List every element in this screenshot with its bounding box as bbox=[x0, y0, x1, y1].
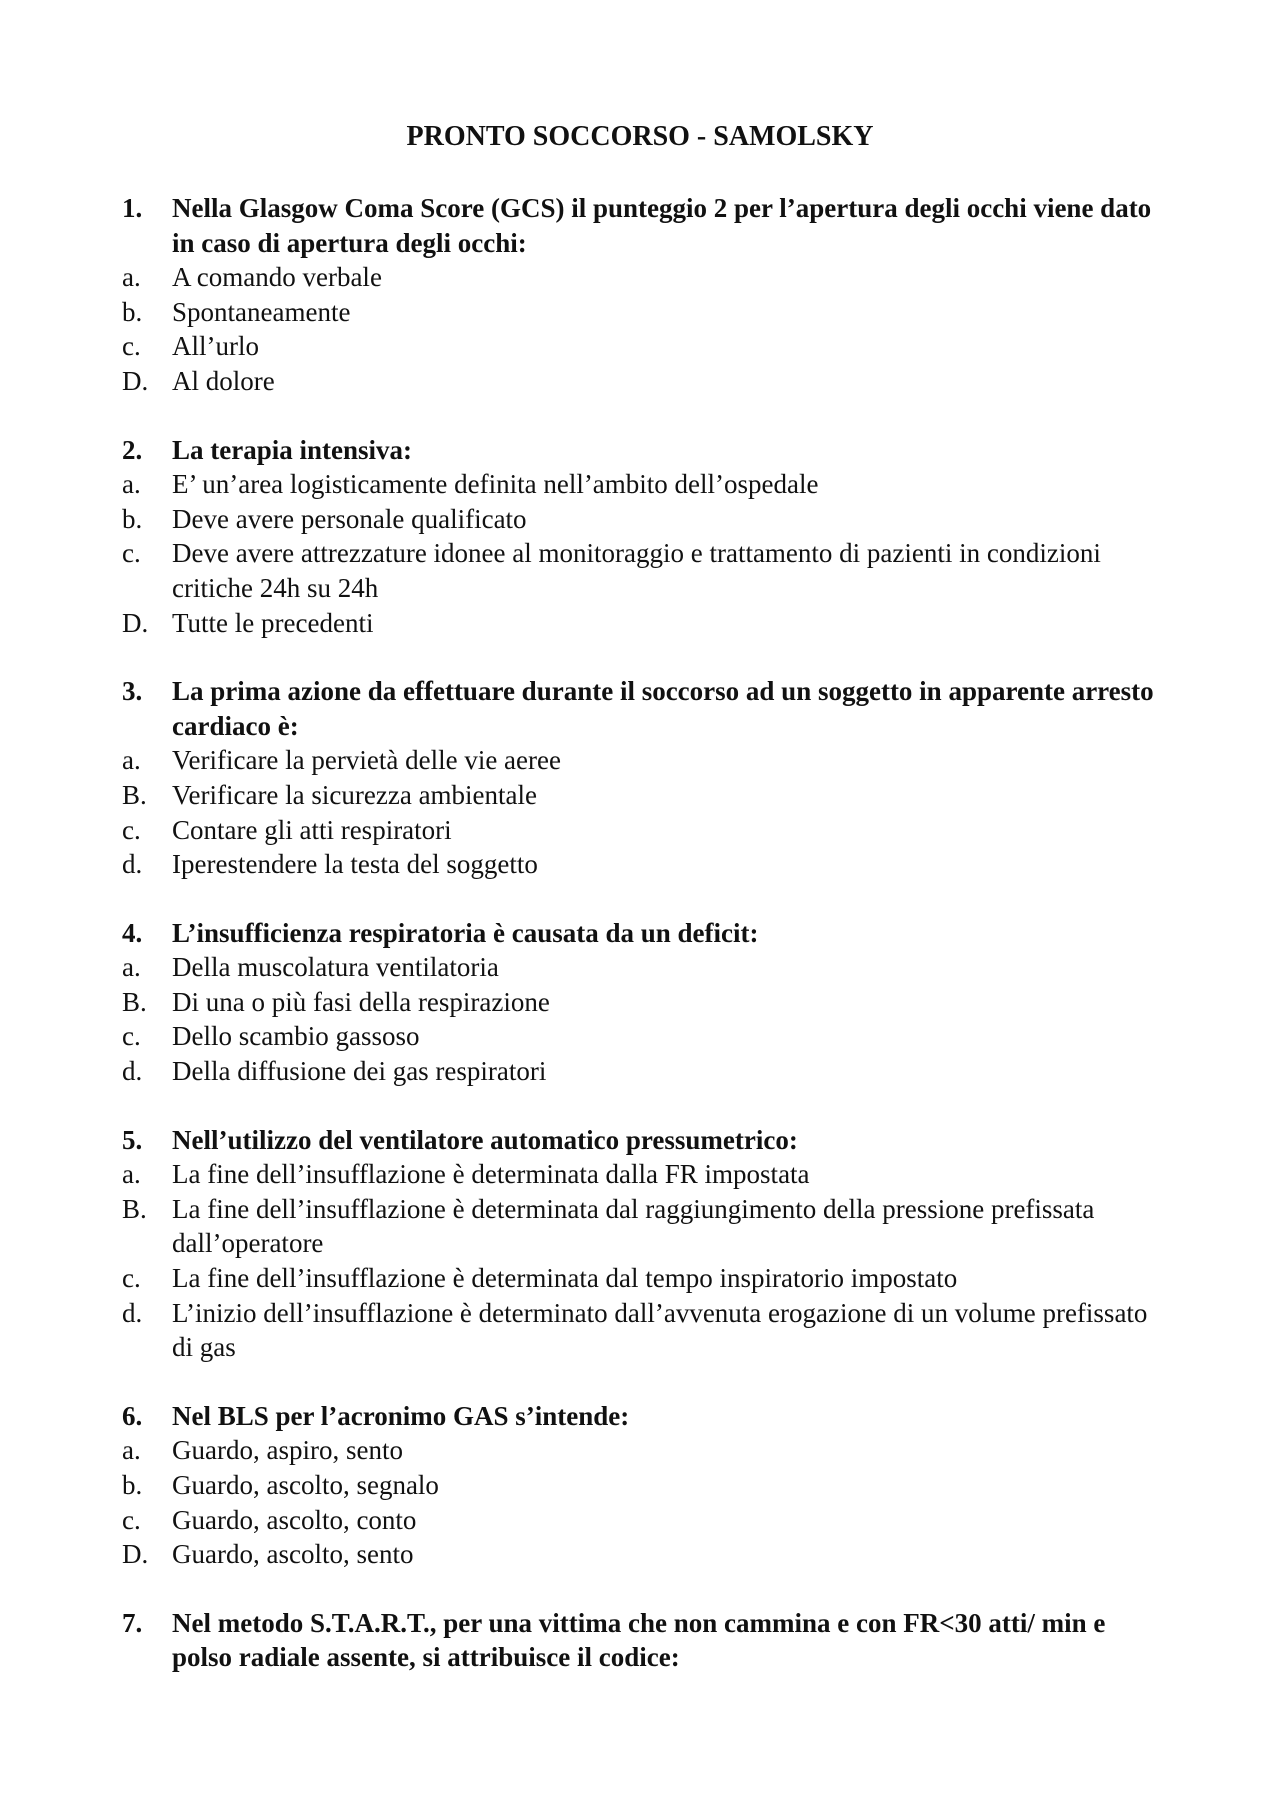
option-text: Guardo, ascolto, segnalo bbox=[172, 1470, 439, 1500]
option-text: Verificare la pervietà delle vie aeree bbox=[172, 745, 561, 776]
question-list bbox=[122, 191, 1162, 1709]
option-text: Guardo, ascolto, sento bbox=[172, 1539, 414, 1570]
question-stem bbox=[122, 191, 1162, 260]
answer-option bbox=[122, 950, 1162, 985]
option-label: c. bbox=[122, 538, 141, 569]
question-text: Nel metodo S.T.A.R.T., per una vittima che non cammina e con FR<30 atti/ min e polso radiale assente, si attribuisce il codice: bbox=[172, 1607, 1106, 1673]
option-label: a. bbox=[122, 1435, 141, 1466]
question-6 bbox=[122, 1399, 1162, 1572]
question-number: 7. bbox=[122, 1607, 143, 1638]
option-label: a. bbox=[122, 952, 141, 983]
option-label: a. bbox=[122, 469, 141, 500]
question-number: 6. bbox=[122, 1400, 143, 1431]
question-number: 2. bbox=[122, 434, 143, 465]
question-7 bbox=[122, 1606, 1162, 1675]
option-label: c. bbox=[122, 1504, 141, 1535]
option-text: Dello scambio gassoso bbox=[172, 1021, 420, 1052]
question-text: Nel BLS per l’acronimo GAS s’intende: bbox=[172, 1400, 630, 1431]
question-number: 1. bbox=[122, 193, 143, 223]
question-stem bbox=[122, 674, 1162, 743]
answer-option bbox=[122, 467, 1162, 502]
answer-option bbox=[122, 329, 1162, 364]
option-text: La fine dell’insufflazione è determinata dal raggiungimento della pressione prefissata dall’operatore bbox=[172, 1193, 1095, 1259]
question-text: Nell’utilizzo del ventilatore automatico pressumetrico: bbox=[172, 1124, 798, 1155]
option-label: D. bbox=[122, 1539, 149, 1570]
option-text: Della diffusione dei gas respiratori bbox=[172, 1056, 547, 1087]
option-label: a. bbox=[122, 1159, 141, 1190]
answer-option bbox=[122, 1157, 1162, 1192]
option-label: B. bbox=[122, 986, 147, 1017]
option-text: Iperestendere la testa del soggetto bbox=[172, 849, 538, 880]
option-label: d. bbox=[122, 849, 143, 880]
option-label: b. bbox=[122, 1470, 143, 1500]
page-title: PRONTO SOCCORSO - SAMOLSKY bbox=[406, 121, 874, 152]
option-text: Della muscolatura ventilatoria bbox=[172, 952, 499, 983]
question-number: 4. bbox=[122, 917, 143, 948]
answer-option bbox=[122, 295, 1162, 330]
option-text: Deve avere attrezzature idonee al monitoraggio e trattamento di pazienti in condizioni critiche 24h su 24h bbox=[172, 538, 1101, 603]
option-label: B. bbox=[122, 1193, 147, 1224]
answer-option bbox=[122, 606, 1162, 641]
option-text: Tutte le precedenti bbox=[172, 607, 374, 638]
question-5 bbox=[122, 1123, 1162, 1365]
option-text: Guardo, ascolto, conto bbox=[172, 1504, 417, 1535]
question-stem bbox=[122, 433, 1162, 468]
answer-option bbox=[122, 847, 1162, 882]
question-number: 3. bbox=[122, 676, 143, 707]
option-label: b. bbox=[122, 296, 143, 327]
answer-option bbox=[122, 1433, 1162, 1468]
answer-option bbox=[122, 778, 1162, 813]
option-text: Guardo, aspiro, sento bbox=[172, 1435, 403, 1466]
question-text: L’insufficienza respiratoria è causata da un deficit: bbox=[172, 917, 759, 948]
option-text: E’ un’area logisticamente definita nell’ambito dell’ospedale bbox=[172, 469, 819, 500]
question-text: La terapia intensiva: bbox=[172, 434, 412, 465]
option-text: Di una o più fasi della respirazione bbox=[172, 986, 550, 1017]
answer-option bbox=[122, 364, 1162, 399]
option-label: a. bbox=[122, 745, 141, 776]
option-label: b. bbox=[122, 503, 143, 534]
option-label: c. bbox=[122, 331, 141, 362]
option-text: All’urlo bbox=[172, 331, 259, 362]
answer-option bbox=[122, 1468, 1162, 1503]
question-1 bbox=[122, 191, 1162, 399]
option-label: d. bbox=[122, 1297, 143, 1328]
answer-option bbox=[122, 260, 1162, 295]
option-label: d. bbox=[122, 1056, 143, 1087]
option-label: c. bbox=[122, 1021, 141, 1052]
answer-option bbox=[122, 536, 1162, 605]
answer-option bbox=[122, 813, 1162, 848]
question-stem bbox=[122, 1606, 1162, 1675]
option-text: Deve avere personale qualificato bbox=[172, 503, 527, 534]
option-text: La fine dell’insufflazione è determinata dalla FR impostata bbox=[172, 1159, 810, 1190]
question-number: 5. bbox=[122, 1124, 143, 1155]
question-3 bbox=[122, 674, 1162, 882]
question-text: La prima azione da effettuare durante il soccorso ad un soggetto in apparente arresto cardiaco è: bbox=[172, 676, 1154, 741]
option-text: A comando verbale bbox=[172, 262, 382, 293]
option-text: Contare gli atti respiratori bbox=[172, 814, 452, 845]
option-label: D. bbox=[122, 607, 149, 638]
answer-option bbox=[122, 1192, 1162, 1261]
question-text: Nella Glasgow Coma Score (GCS) il punteggio 2 per l’apertura degli occhi viene dato in caso di apertura degli occhi: bbox=[172, 193, 1152, 258]
answer-option bbox=[122, 1019, 1162, 1054]
option-text: La fine dell’insufflazione è determinata dal tempo inspiratorio impostato bbox=[172, 1263, 958, 1294]
option-text: Spontaneamente bbox=[172, 296, 351, 327]
answer-option bbox=[122, 502, 1162, 537]
answer-option bbox=[122, 1537, 1162, 1572]
question-stem bbox=[122, 1399, 1162, 1434]
question-stem bbox=[122, 1123, 1162, 1158]
answer-option bbox=[122, 743, 1162, 778]
question-stem bbox=[122, 916, 1162, 951]
option-label: c. bbox=[122, 1263, 141, 1294]
answer-option bbox=[122, 1054, 1162, 1089]
option-label: B. bbox=[122, 779, 147, 810]
option-text: Al dolore bbox=[172, 365, 275, 396]
option-label: D. bbox=[122, 365, 149, 396]
answer-option bbox=[122, 1503, 1162, 1538]
option-text: Verificare la sicurezza ambientale bbox=[172, 779, 538, 810]
answer-option bbox=[122, 1296, 1162, 1365]
question-2 bbox=[122, 433, 1162, 641]
answer-option bbox=[122, 985, 1162, 1020]
question-4 bbox=[122, 916, 1162, 1089]
option-label: a. bbox=[122, 262, 141, 293]
option-label: c. bbox=[122, 814, 141, 845]
answer-option bbox=[122, 1261, 1162, 1296]
option-text: L’inizio dell’insufflazione è determinato dall’avvenuta erogazione di un volume prefissato di gas bbox=[172, 1297, 1148, 1363]
